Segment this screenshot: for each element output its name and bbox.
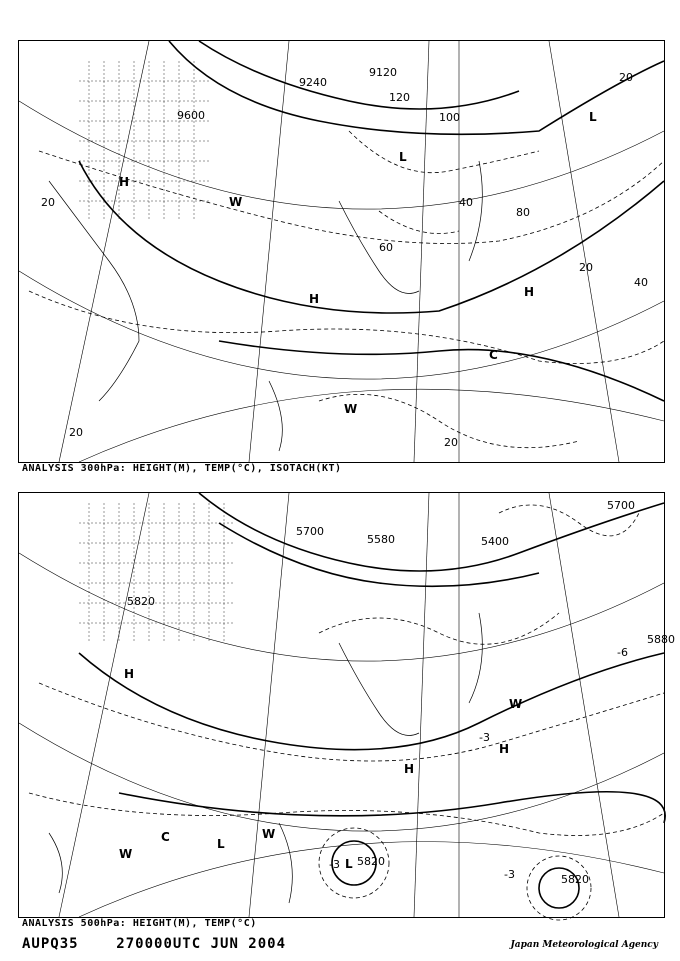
lower-high-1: H [124, 667, 135, 681]
lower-low-1: L [217, 837, 225, 851]
lower-warm-2: W [509, 697, 523, 711]
upper-height-9240: 9240 [299, 76, 327, 89]
chart-datetime: 270000UTC JUN 2004 [116, 936, 287, 952]
upper-height-9600: 9600 [177, 109, 205, 122]
upper-height-contours [79, 41, 664, 401]
lower-height-5700b: 5700 [607, 499, 635, 512]
upper-isotach-20a: 20 [41, 196, 55, 209]
lower-temp-6: -6 [617, 646, 628, 659]
lower-temp-3a: -3 [479, 731, 490, 744]
chart-code: AUPQ35 [22, 936, 79, 952]
chart-code-and-datetime [22, 936, 286, 952]
upper-isotach-40a: 40 [459, 196, 473, 209]
lower-high-3: H [499, 742, 510, 756]
lower-height-5700a: 5700 [296, 525, 324, 538]
upper-warm-2: W [344, 402, 358, 416]
upper-high-1: H [119, 175, 130, 189]
upper-isotach-100: 100 [439, 111, 460, 124]
lower-temp-3c: -3 [504, 868, 515, 881]
lower-warm-3: W [262, 827, 276, 841]
upper-isotach-20c: 20 [69, 426, 83, 439]
upper-isotach-120: 120 [389, 91, 410, 104]
lower-height-contours [79, 493, 665, 908]
lower-chart-500hpa [18, 492, 675, 918]
lower-height-5820a: 5820 [127, 595, 155, 608]
lower-chart-map [19, 493, 675, 917]
lower-chart-caption: ANALYSIS 500hPa: HEIGHT(M), TEMP(°C) [22, 918, 257, 929]
upper-isotach-20d: 20 [444, 436, 458, 449]
lower-warm-1: W [119, 847, 133, 861]
upper-chart-300hpa [18, 40, 665, 463]
lower-cold-1: C [161, 830, 170, 844]
lower-low-2: L [345, 857, 353, 871]
upper-chart-map [19, 41, 664, 462]
upper-height-9120: 9120 [369, 66, 397, 79]
lower-height-5820c: 5820 [561, 873, 589, 886]
upper-low-1: L [399, 150, 407, 164]
upper-high-2: H [524, 285, 535, 299]
upper-low-2: L [589, 110, 597, 124]
upper-isotach-40b: 40 [634, 276, 648, 289]
upper-high-3: H [309, 292, 320, 306]
lower-height-5400: 5400 [481, 535, 509, 548]
lower-high-2: H [404, 762, 415, 776]
lower-temp-3b: -3 [329, 858, 340, 871]
upper-chart-caption: ANALYSIS 300hPa: HEIGHT(M), TEMP(°C), ISOTACH(KT) [22, 463, 342, 474]
lower-graticule [19, 493, 664, 917]
upper-cold-1: C [489, 348, 498, 362]
lower-height-5580: 5580 [367, 533, 395, 546]
upper-isotach-20b: 20 [579, 261, 593, 274]
upper-isotach-20e: 20 [619, 71, 633, 84]
lower-height-5820b: 5820 [357, 855, 385, 868]
agency-name: Japan Meteorological Agency [510, 940, 658, 950]
lower-height-5880: 5880 [647, 633, 675, 646]
upper-isotach-60: 60 [379, 241, 393, 254]
upper-warm-1: W [229, 195, 243, 209]
upper-isotach-80: 80 [516, 206, 530, 219]
